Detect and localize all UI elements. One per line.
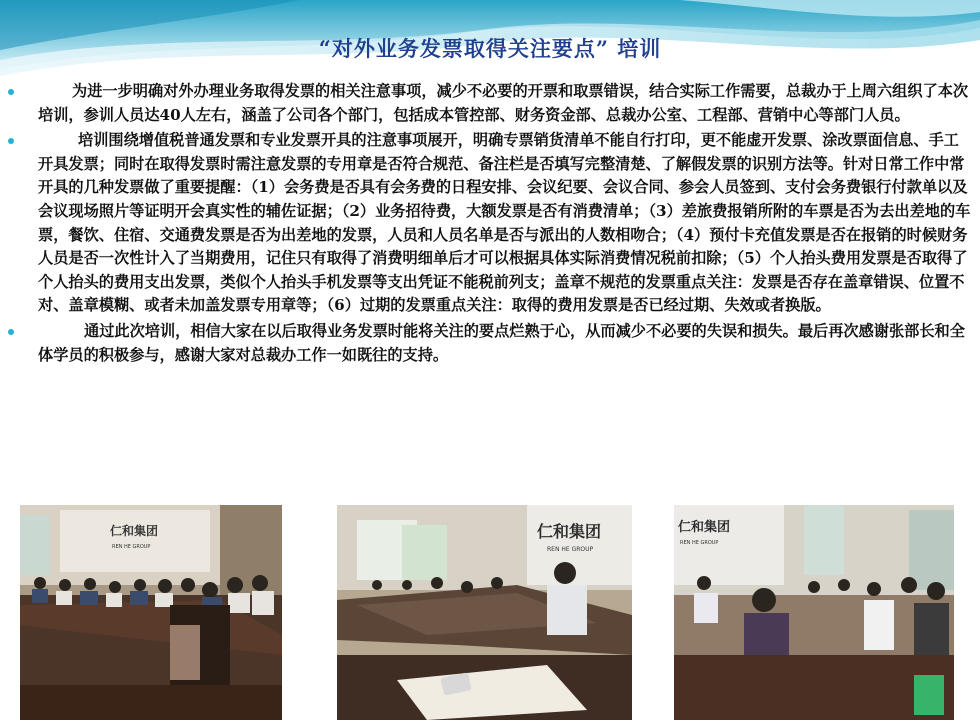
- wall-sign-3: 仁和集团: [678, 520, 731, 535]
- article-body: [8, 80, 973, 369]
- wall-sign-sub-2: REN HE GROUP: [547, 546, 594, 553]
- wall-sign-sub-1: REN HE GROUP: [112, 544, 151, 550]
- paragraph-text: 通过此次培训，相信大家在以后取得业务发票时能将关注的要点烂熟于心，从而减少不必要的失误和损失。最后再次感谢张部长和全体学员的积极参与，感谢大家对总裁办工作一如既往的支持。: [38, 321, 965, 364]
- wall-sign-sub-3: REN HE GROUP: [680, 540, 719, 546]
- training-photo-3: [674, 505, 954, 720]
- paragraph-text: 为进一步明确对外办理业务取得发票的相关注意事项，减少不必要的开票和取票错误，结合实际工作需要，总裁办于上周六组织了本次培训，参训人员达40人左右，涵盖了公司各个部门，包括成本管控部、财务资金部、总裁办公室、工程部、营销中心等部门人员。: [38, 82, 969, 124]
- training-photo-1: [20, 505, 282, 720]
- page-title: “对外业务发票取得关注要点” 培训: [318, 36, 662, 61]
- paragraph-text: 培训围绕增值税普通发票和专业发票开具的注意事项展开，明确专票销货清单不能自行打印，更不能虚开发票、涂改票面信息、手工开具发票；同时在取得发票时需注意发票的专用章是否符合规范、备注栏是否填写完整清楚、了解假发票的识别方法等。针对日常工作中常开具的几种发票做了重要提醒：（1）会务费是否具有会务费的日程安排、会议纪要、会议合同、参会人员签到、支付会务费银行付款单以及会议现场照片等证明开会真实性的辅佐证据；（2）业务招待费，大额发票是否有消费清单；（3）差旅费报销所附的车票是否为去出差地的车票，餐饮、住宿、交通费发票是否为出差地的发票，人员和人员名单是否与派出的人数相吻合；（4）预付卡充值发票是否在报销的时候财务人员是否一次性计入了当期费用，记住只有取得了消费明细单后才可以根据具体实际消费情况税前扣除；（5）个人抬头费用发票是否取得了个人抬头的费用支出发票，类似个人抬头手机发票等支出凭证不能税前列支；盖章不规范的发票重点关注：发票是否存在盖章错误、位置不对、盖章模糊、或者未加盖发票专用章等；（6）过期的发票重点关注：取得的费用发票是否已经过期、失效或者换版。: [38, 131, 971, 315]
- bullet-icon: [8, 138, 14, 144]
- wall-sign-2: 仁和集团: [537, 522, 602, 541]
- paragraph-intro: [8, 80, 973, 127]
- wall-sign-1: 仁和集团: [110, 524, 159, 538]
- bullet-icon: [8, 329, 14, 335]
- bullet-icon: [8, 89, 14, 95]
- training-photo-2: [337, 505, 632, 720]
- photo-strip: [0, 505, 980, 727]
- paragraph-details: [8, 129, 973, 318]
- paragraph-closing: [8, 320, 973, 367]
